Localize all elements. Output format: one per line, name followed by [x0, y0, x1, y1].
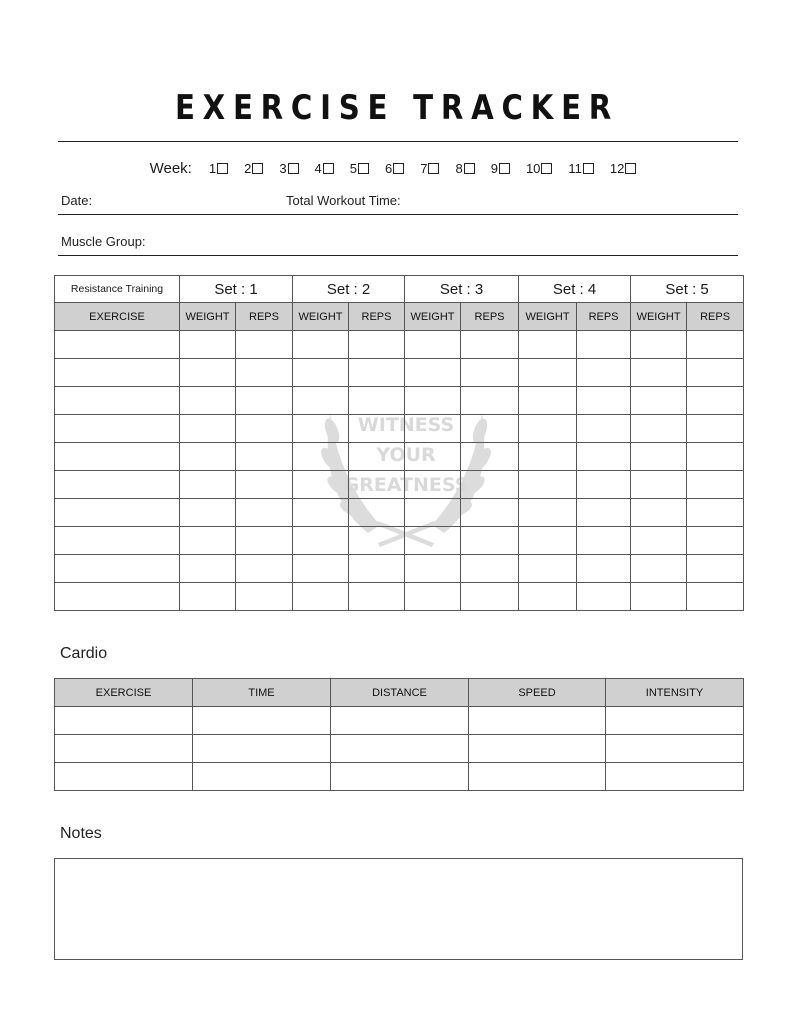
- table-cell[interactable]: [236, 527, 293, 555]
- table-cell[interactable]: [349, 499, 405, 527]
- table-cell[interactable]: [180, 555, 236, 583]
- week-option-6[interactable]: 6: [385, 161, 404, 176]
- week-option-11[interactable]: 11: [568, 161, 594, 176]
- table-cell[interactable]: [577, 443, 631, 471]
- table-cell[interactable]: [405, 359, 461, 387]
- weight-column-header: WEIGHT: [519, 303, 577, 331]
- table-cell[interactable]: [405, 499, 461, 527]
- table-cell[interactable]: [293, 387, 349, 415]
- table-cell[interactable]: [55, 443, 180, 471]
- date-line[interactable]: [58, 214, 738, 215]
- table-cell[interactable]: [180, 443, 236, 471]
- table-cell[interactable]: [461, 443, 519, 471]
- table-cell[interactable]: [55, 415, 180, 443]
- table-cell[interactable]: [631, 555, 687, 583]
- table-cell[interactable]: [687, 583, 744, 611]
- date-label: Date:: [61, 193, 93, 208]
- table-cell[interactable]: [405, 331, 461, 359]
- table-row: [55, 555, 744, 583]
- table-cell[interactable]: [405, 443, 461, 471]
- table-cell[interactable]: [349, 331, 405, 359]
- table-cell[interactable]: [236, 499, 293, 527]
- week-checkbox[interactable]: [428, 163, 439, 174]
- week-checkbox[interactable]: [252, 163, 263, 174]
- table-cell[interactable]: [180, 415, 236, 443]
- table-cell[interactable]: [293, 331, 349, 359]
- table-cell[interactable]: [236, 583, 293, 611]
- set-4-header: Set : 4: [519, 276, 631, 303]
- table-row: [55, 735, 744, 763]
- table-cell[interactable]: [577, 499, 631, 527]
- set-5-header: Set : 5: [631, 276, 744, 303]
- table-cell[interactable]: [55, 735, 193, 763]
- watermark-line-1: WITNESS: [357, 414, 455, 436]
- table-cell[interactable]: [293, 471, 349, 499]
- resistance-training-table: [54, 275, 744, 611]
- table-cell[interactable]: [606, 763, 744, 791]
- table-cell[interactable]: [193, 735, 331, 763]
- table-cell[interactable]: [631, 471, 687, 499]
- table-row: [55, 471, 744, 499]
- table-cell[interactable]: [631, 359, 687, 387]
- week-checkbox[interactable]: [288, 163, 299, 174]
- table-cell[interactable]: [461, 415, 519, 443]
- table-cell[interactable]: [236, 443, 293, 471]
- table-cell[interactable]: [349, 387, 405, 415]
- resistance-table-body: [55, 331, 744, 611]
- table-cell[interactable]: [687, 443, 744, 471]
- table-cell[interactable]: [55, 499, 180, 527]
- watermark-line-2: YOUR: [376, 444, 436, 466]
- muscle-group-label: Muscle Group:: [61, 234, 146, 249]
- table-row: [55, 359, 744, 387]
- table-cell[interactable]: [631, 443, 687, 471]
- table-cell[interactable]: [293, 499, 349, 527]
- table-cell[interactable]: [293, 555, 349, 583]
- table-cell[interactable]: [55, 555, 180, 583]
- week-checkbox[interactable]: [499, 163, 510, 174]
- week-checkbox[interactable]: [583, 163, 594, 174]
- table-cell[interactable]: [180, 387, 236, 415]
- table-cell[interactable]: [519, 583, 577, 611]
- resistance-training-label: Resistance Training: [55, 276, 180, 303]
- week-option-2[interactable]: 2: [244, 161, 263, 176]
- table-cell[interactable]: [687, 331, 744, 359]
- cardio-exercise-header: EXERCISE: [55, 679, 193, 707]
- notes-input-area[interactable]: [54, 858, 743, 960]
- table-cell[interactable]: [687, 555, 744, 583]
- table-cell[interactable]: [180, 471, 236, 499]
- table-cell[interactable]: [55, 387, 180, 415]
- table-cell[interactable]: [519, 555, 577, 583]
- table-cell[interactable]: [577, 387, 631, 415]
- table-cell[interactable]: [405, 583, 461, 611]
- cardio-time-header: TIME: [193, 679, 331, 707]
- table-cell[interactable]: [519, 415, 577, 443]
- table-cell[interactable]: [55, 763, 193, 791]
- weight-column-header: WEIGHT: [293, 303, 349, 331]
- week-option-9[interactable]: 9: [491, 161, 510, 176]
- weight-column-header: WEIGHT: [180, 303, 236, 331]
- table-cell[interactable]: [180, 583, 236, 611]
- table-row: [55, 527, 744, 555]
- table-cell[interactable]: [631, 527, 687, 555]
- table-cell[interactable]: [55, 359, 180, 387]
- cardio-speed-header: SPEED: [469, 679, 606, 707]
- table-cell[interactable]: [405, 471, 461, 499]
- table-cell[interactable]: [631, 415, 687, 443]
- page-title: EXERCISE TRACKER: [174, 88, 620, 128]
- table-cell[interactable]: [349, 415, 405, 443]
- exercise-column-header: EXERCISE: [55, 303, 180, 331]
- table-cell[interactable]: [349, 527, 405, 555]
- cardio-distance-header: DISTANCE: [331, 679, 469, 707]
- table-cell[interactable]: [519, 387, 577, 415]
- table-cell[interactable]: [55, 331, 180, 359]
- table-cell[interactable]: [687, 527, 744, 555]
- table-cell[interactable]: [180, 527, 236, 555]
- notes-section-title: Notes: [60, 825, 102, 842]
- table-cell[interactable]: [687, 471, 744, 499]
- table-cell[interactable]: [461, 331, 519, 359]
- table-cell[interactable]: [461, 583, 519, 611]
- table-cell[interactable]: [519, 359, 577, 387]
- table-cell[interactable]: [349, 555, 405, 583]
- table-cell[interactable]: [349, 443, 405, 471]
- week-selector: [0, 160, 794, 177]
- table-cell[interactable]: [180, 331, 236, 359]
- table-cell[interactable]: [193, 763, 331, 791]
- table-cell[interactable]: [293, 415, 349, 443]
- table-cell[interactable]: [293, 443, 349, 471]
- table-cell[interactable]: [631, 387, 687, 415]
- table-cell[interactable]: [469, 707, 606, 735]
- week-option-10[interactable]: 10: [526, 161, 552, 176]
- week-option-4[interactable]: 4: [315, 161, 334, 176]
- table-cell[interactable]: [331, 707, 469, 735]
- table-cell[interactable]: [577, 583, 631, 611]
- table-cell[interactable]: [349, 583, 405, 611]
- table-cell[interactable]: [293, 583, 349, 611]
- table-cell[interactable]: [631, 331, 687, 359]
- table-row: [55, 707, 744, 735]
- table-cell[interactable]: [461, 359, 519, 387]
- table-cell[interactable]: [469, 735, 606, 763]
- table-cell[interactable]: [236, 387, 293, 415]
- week-option-5[interactable]: 5: [350, 161, 369, 176]
- table-cell[interactable]: [519, 499, 577, 527]
- week-label: Week:: [149, 160, 192, 177]
- table-cell[interactable]: [349, 359, 405, 387]
- table-cell[interactable]: [577, 471, 631, 499]
- table-cell[interactable]: [236, 471, 293, 499]
- table-cell[interactable]: [236, 359, 293, 387]
- weight-column-header: WEIGHT: [405, 303, 461, 331]
- table-row: [55, 415, 744, 443]
- table-cell[interactable]: [461, 555, 519, 583]
- table-cell[interactable]: [519, 471, 577, 499]
- table-cell[interactable]: [687, 499, 744, 527]
- table-row: [55, 443, 744, 471]
- table-cell[interactable]: [331, 735, 469, 763]
- table-cell[interactable]: [331, 763, 469, 791]
- week-checkbox[interactable]: [625, 163, 636, 174]
- reps-column-header: REPS: [687, 303, 744, 331]
- set-1-header: Set : 1: [180, 276, 293, 303]
- table-cell[interactable]: [349, 471, 405, 499]
- table-cell[interactable]: [461, 499, 519, 527]
- table-row: [55, 583, 744, 611]
- week-option-1[interactable]: 1: [209, 161, 228, 176]
- cardio-intensity-header: INTENSITY: [606, 679, 744, 707]
- week-option-8[interactable]: 8: [455, 161, 474, 176]
- week-option-7[interactable]: 7: [420, 161, 439, 176]
- table-cell[interactable]: [577, 527, 631, 555]
- table-cell[interactable]: [55, 707, 193, 735]
- reps-column-header: REPS: [577, 303, 631, 331]
- table-cell[interactable]: [236, 331, 293, 359]
- table-row: [55, 387, 744, 415]
- cardio-table-body: [55, 707, 744, 791]
- table-cell[interactable]: [577, 359, 631, 387]
- table-cell[interactable]: [577, 415, 631, 443]
- table-cell[interactable]: [293, 359, 349, 387]
- table-cell[interactable]: [687, 415, 744, 443]
- table-cell[interactable]: [519, 527, 577, 555]
- table-cell[interactable]: [405, 415, 461, 443]
- table-row: [55, 331, 744, 359]
- table-row: [55, 763, 744, 791]
- week-checkbox[interactable]: [323, 163, 334, 174]
- table-cell[interactable]: [461, 527, 519, 555]
- table-cell[interactable]: [180, 359, 236, 387]
- set-2-header: Set : 2: [293, 276, 405, 303]
- table-cell[interactable]: [606, 707, 744, 735]
- table-cell[interactable]: [631, 583, 687, 611]
- set-3-header: Set : 3: [405, 276, 519, 303]
- table-cell[interactable]: [631, 499, 687, 527]
- weight-column-header: WEIGHT: [631, 303, 687, 331]
- table-row: [55, 499, 744, 527]
- table-cell[interactable]: [236, 415, 293, 443]
- table-cell[interactable]: [606, 735, 744, 763]
- table-cell[interactable]: [236, 555, 293, 583]
- reps-column-header: REPS: [236, 303, 293, 331]
- table-cell[interactable]: [193, 707, 331, 735]
- table-cell[interactable]: [180, 499, 236, 527]
- reps-column-header: REPS: [349, 303, 405, 331]
- table-cell[interactable]: [577, 331, 631, 359]
- table-cell[interactable]: [55, 583, 180, 611]
- week-option-3[interactable]: 3: [279, 161, 298, 176]
- table-cell[interactable]: [519, 331, 577, 359]
- week-checkbox[interactable]: [464, 163, 475, 174]
- table-cell[interactable]: [687, 387, 744, 415]
- muscle-group-line[interactable]: [58, 255, 738, 256]
- title-divider: [58, 141, 738, 142]
- table-cell[interactable]: [55, 471, 180, 499]
- table-cell[interactable]: [405, 527, 461, 555]
- total-workout-time-label: Total Workout Time:: [286, 193, 401, 208]
- week-checkbox[interactable]: [541, 163, 552, 174]
- table-cell[interactable]: [577, 555, 631, 583]
- table-cell[interactable]: [405, 555, 461, 583]
- table-cell[interactable]: [461, 387, 519, 415]
- cardio-table: [54, 678, 744, 791]
- table-cell[interactable]: [293, 527, 349, 555]
- cardio-section-title: Cardio: [60, 645, 108, 662]
- week-checkbox[interactable]: [393, 163, 404, 174]
- table-cell[interactable]: [469, 763, 606, 791]
- week-checkbox[interactable]: [358, 163, 369, 174]
- watermark-line-3: GREATNESS: [343, 474, 469, 496]
- week-checkbox[interactable]: [217, 163, 228, 174]
- week-option-12[interactable]: 12: [610, 161, 636, 176]
- table-cell[interactable]: [55, 527, 180, 555]
- table-cell[interactable]: [687, 359, 744, 387]
- reps-column-header: REPS: [461, 303, 519, 331]
- table-cell[interactable]: [405, 387, 461, 415]
- table-cell[interactable]: [519, 443, 577, 471]
- table-cell[interactable]: [461, 471, 519, 499]
